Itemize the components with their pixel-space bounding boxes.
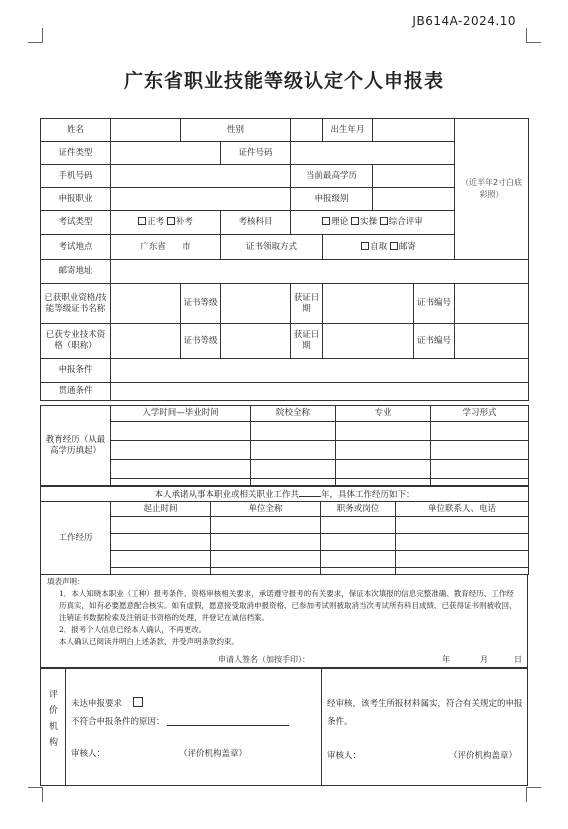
mail-addr-label: 邮寄地址 [41,260,111,284]
issue-date-label-2: 获证日期 [291,324,323,359]
notes-paragraph-1: 1．本人知晓本职业（工种）报考条件、资格审核相关要求，承诺遵守报考的有关要求，保证本次填报的信息完整准确、教育经历、工作经历真实，如有必要愿意配合核实。如有虚假，愿意接受取消申报资格、已参加考试则被取消当次考试所有科目成绩、已获得证书则被收回、注销证书数据检索及注销证书资格的处理，并登记在诚信档案。 [59,589,517,622]
checkbox-regular[interactable] [138,217,146,225]
cert-method-label: 证书领取方式 [221,235,323,260]
education-table [40,405,529,487]
apply-cond-field[interactable] [111,359,529,383]
edu-field[interactable] [373,165,455,188]
apply-cond-label: 申报条件 [41,359,111,383]
notes-paragraph-2: 2．报考个人信息已经本人确认，不再更改。 [59,625,207,634]
exam-place-field[interactable] [111,235,221,260]
checkbox-theory[interactable] [322,217,330,225]
checkbox-practice[interactable] [351,217,359,225]
not-meet-checkbox[interactable] [133,697,143,707]
exam-type-options[interactable] [111,211,221,235]
school-header: 院校全称 [251,406,336,422]
work-cell[interactable] [396,517,529,534]
commitment-prefix: 本人承诺从事本职业或相关职业工作共 [154,489,300,500]
work-cell[interactable] [321,517,396,534]
checkbox-makeup[interactable] [167,217,175,225]
exam-subject-label: 考核科目 [221,211,291,235]
crop-mark-bottom-right [526,787,541,802]
years-blank[interactable] [299,487,321,497]
work-cell[interactable] [111,551,211,568]
work-hist-label: 工作经历 [41,502,111,575]
cert-no-label-2: 证书编号 [414,324,455,359]
tech-qual-field[interactable] [111,324,181,359]
crop-mark-top-left [28,28,43,43]
reviewer-label-2: 审核人： [327,751,362,761]
option-makeup: 补考 [175,217,193,227]
vocational-cert-label: 已获职业资格/技能等级证书名称 [41,284,111,324]
occupation-field[interactable] [111,188,291,211]
edu-cell[interactable] [431,460,529,479]
gender-label: 性别 [181,119,291,142]
work-cell[interactable] [396,551,529,568]
sign-day: 日 [514,655,522,664]
phone-field[interactable] [111,165,291,188]
reason-row [71,715,289,727]
cert-no-label-1: 证书编号 [414,284,455,324]
notes-heading: 填表声明： [47,577,85,586]
cert-no-field-1[interactable] [455,284,529,324]
edu-cell[interactable] [111,441,251,460]
document-code: JB614A-2024.10 [412,14,516,28]
edu-time-header: 入学时间—毕业时间 [111,406,251,422]
not-meet-row [71,697,143,709]
level-label: 申报级别 [291,188,373,211]
edu-cell[interactable] [431,441,529,460]
edu-cell[interactable] [336,460,431,479]
period-header: 起止时间 [111,502,211,517]
occupation-label: 申报职业 [41,188,111,211]
edu-cell[interactable] [251,422,336,441]
option-comprehensive: 综合评审 [388,217,423,227]
issue-date-field-1[interactable] [323,284,414,324]
work-cell[interactable] [111,534,211,551]
option-theory: 理论 [331,217,349,227]
major-header: 专业 [336,406,431,422]
edu-cell[interactable] [251,460,336,479]
commitment-suffix: 年，具体工作经历如下： [321,489,415,500]
work-cell[interactable] [211,534,321,551]
edu-cell[interactable] [336,441,431,460]
edu-cell[interactable] [336,422,431,441]
personal-info-table [40,118,529,401]
signature-label: 申请人签名（加按手印）： [218,655,310,664]
edu-cell[interactable] [431,422,529,441]
vocational-cert-field[interactable] [111,284,181,324]
cert-level-label-2: 证书等级 [181,324,221,359]
exam-subject-options[interactable] [291,211,455,235]
work-cell[interactable] [211,551,321,568]
cert-method-options[interactable] [323,235,455,260]
issue-date-field-2[interactable] [323,324,414,359]
cert-no-field-2[interactable] [455,324,529,359]
reason-field[interactable] [167,716,289,726]
edu-hist-label: 教育经历（从最高学历填起） [41,406,111,487]
province-text: 广东省 [140,241,166,252]
city-text: 市 [182,241,191,252]
not-meet-label: 未达申报要求 [71,699,123,709]
checkbox-comprehensive[interactable] [380,217,388,225]
work-cell[interactable] [321,551,396,568]
crop-mark-bottom-left [28,787,43,802]
work-table [40,485,529,575]
cert-level-field-1[interactable] [221,284,291,324]
commitment-line [41,486,529,502]
issue-date-label-1: 获证日期 [291,284,323,324]
id-no-label: 证件号码 [221,142,291,165]
birth-label: 出生年月 [323,119,373,142]
tech-qual-label: 已获专业技术资格（职称） [41,324,111,359]
contact-header: 单位联系人、电话 [396,502,529,517]
id-type-label: 证件类型 [41,142,111,165]
work-cell[interactable] [396,534,529,551]
crop-mark-top-right [526,28,541,43]
seal-label-2: （评价机构盖章） [449,751,518,761]
sign-month: 月 [480,655,488,664]
photo-box[interactable] [455,119,529,260]
option-regular: 正考 [147,217,165,227]
study-form-header: 学习形式 [431,406,529,422]
sign-year: 年 [442,655,450,664]
work-cell[interactable] [111,517,211,534]
gender-field[interactable] [291,119,323,142]
position-header: 职务或岗位 [321,502,396,517]
name-label: 姓名 [41,119,111,142]
review-org-label: 评价机构 [49,690,59,748]
review-section [40,668,528,786]
name-field[interactable] [111,119,181,142]
work-cell[interactable] [211,517,321,534]
mail-addr-field[interactable] [111,260,529,284]
seal-label: （评价机构盖章） [179,749,248,759]
option-mail: 邮寄 [398,241,416,252]
relax-cond-field[interactable] [111,383,529,401]
company-header: 单位全称 [211,502,321,517]
exam-type-label: 考试类型 [41,211,111,235]
option-self-pick: 自取 [370,241,388,252]
id-no-field[interactable] [291,142,455,165]
cert-level-label-1: 证书等级 [181,284,221,324]
approval-text: 经审核，该考生所报材料属实，符合有关规定的申报条件。 [327,699,523,727]
page-title: 广东省职业技能等级认定个人申报表 [123,70,444,92]
relax-cond-label: 贯通条件 [41,383,111,401]
edu-cell[interactable] [111,460,251,479]
exam-place-label: 考试地点 [41,235,111,260]
option-practice: 实操 [360,217,378,227]
cert-level-field-2[interactable] [221,324,291,359]
notes-paragraph-3: 本人确认已阅读并明白上述条款，并受声明条款约束。 [59,637,239,646]
reviewer-label: 审核人： [71,749,106,759]
birth-field[interactable] [373,119,455,142]
checkbox-mail[interactable] [390,242,398,250]
edu-cell[interactable] [111,422,251,441]
level-field[interactable] [373,188,455,211]
photo-note: （近半年2寸白底彩照） [460,178,523,199]
phone-label: 手机号码 [41,165,111,188]
work-cell[interactable] [321,534,396,551]
edu-label: 当前最高学历 [291,165,373,188]
checkbox-self-pick[interactable] [361,242,369,250]
edu-cell[interactable] [251,441,336,460]
id-type-field[interactable] [111,142,221,165]
reason-label: 不符合申报条件的原因： [71,717,165,727]
